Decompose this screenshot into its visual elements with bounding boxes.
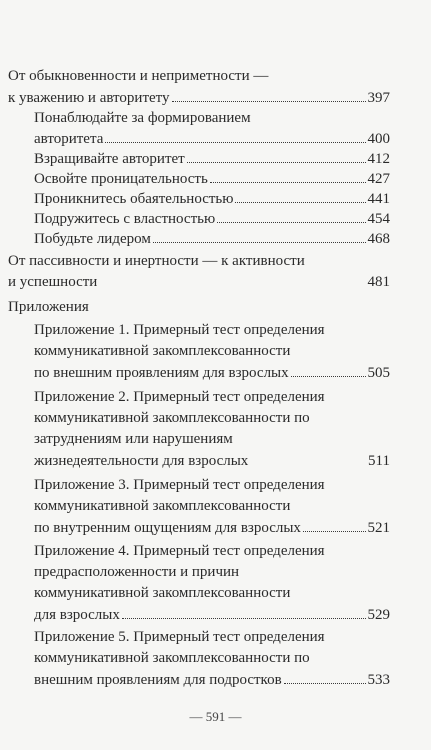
toc-entry-text: коммуникативной закомплексованности по	[34, 410, 310, 426]
page-number: 481	[367, 274, 390, 290]
toc-entry-text: коммуникативной закомплексованности	[34, 343, 291, 359]
page-number: 505	[367, 365, 390, 381]
dot-leader	[217, 208, 365, 223]
dot-leader	[303, 517, 366, 532]
page-number: 454	[367, 211, 390, 227]
toc-entry-text: по внутренним ощущениям для взрослых	[34, 520, 301, 536]
toc-entry-text: Приложение 1. Примерный тест определения	[34, 322, 325, 338]
toc-entry-text: к уважению и авторитету	[8, 90, 170, 106]
toc-entry-text: и успешности	[8, 274, 98, 290]
dot-leader	[172, 87, 366, 102]
dot-leader	[210, 168, 366, 183]
toc-entry-text: Приложение 2. Примерный тест определения	[34, 389, 325, 405]
toc-entry-text: жизнедеятельности для взрослых	[34, 453, 249, 469]
dot-leader	[153, 228, 366, 243]
toc-entry-text: От пассивности и инертности — к активности	[8, 253, 305, 269]
toc-entry-text: Приложение 3. Примерный тест определения	[34, 477, 325, 493]
toc-entry-text: внешним проявлениям для подростков	[34, 672, 282, 688]
dot-leader	[250, 450, 366, 465]
page-number: 412	[367, 151, 390, 167]
toc-entry-text: Побудьте лидером	[34, 231, 151, 247]
dot-leader	[235, 188, 365, 203]
toc-entry-text: коммуникативной закомплексованности	[34, 585, 291, 601]
page-number: 468	[367, 231, 390, 247]
page-number: 427	[367, 171, 390, 187]
dot-leader	[99, 271, 365, 286]
toc-entry-text: авторитета	[34, 131, 104, 147]
toc-entry-text: От обыкновенности и неприметности —	[8, 68, 269, 84]
toc-entry-text: Проникнитесь обаятельностью	[34, 191, 234, 207]
toc-entry-text: Подружитесь с властностью	[34, 211, 216, 227]
page-footer-number: — 591 —	[189, 709, 242, 724]
toc-entry-text: предрасположенности и причин	[34, 564, 240, 580]
toc-entry-text: коммуникативной закомплексованности по	[34, 650, 310, 666]
page-number: 521	[367, 520, 390, 536]
page-number: 400	[367, 131, 390, 147]
toc-entry-text: Взращивайте авторитет	[34, 151, 185, 167]
dot-leader	[105, 128, 365, 143]
page-number: 511	[368, 453, 390, 469]
toc-entry-text: по внешним проявлениям для взрослых	[34, 365, 289, 381]
dot-leader	[291, 362, 366, 377]
toc-entry-text: коммуникативной закомплексованности	[34, 498, 291, 514]
dot-leader	[187, 148, 366, 163]
toc-entry-text: Приложение 5. Примерный тест определения	[34, 629, 325, 645]
dot-leader	[284, 669, 366, 684]
page-number: 533	[367, 672, 390, 688]
section-heading: Приложения	[8, 299, 89, 315]
toc-entry-text: Приложение 4. Примерный тест определения	[34, 543, 325, 559]
toc-entry-text: затруднениям или нарушениям	[34, 431, 233, 447]
page-number: 397	[367, 90, 390, 106]
page-number: 529	[367, 607, 390, 623]
page-number: 441	[367, 191, 390, 207]
toc-entry-text: Понаблюдайте за формированием	[34, 110, 251, 126]
toc-entry-text: для взрослых	[34, 607, 120, 623]
dot-leader	[122, 604, 366, 619]
toc-entry-text: Освойте проницательность	[34, 171, 208, 187]
